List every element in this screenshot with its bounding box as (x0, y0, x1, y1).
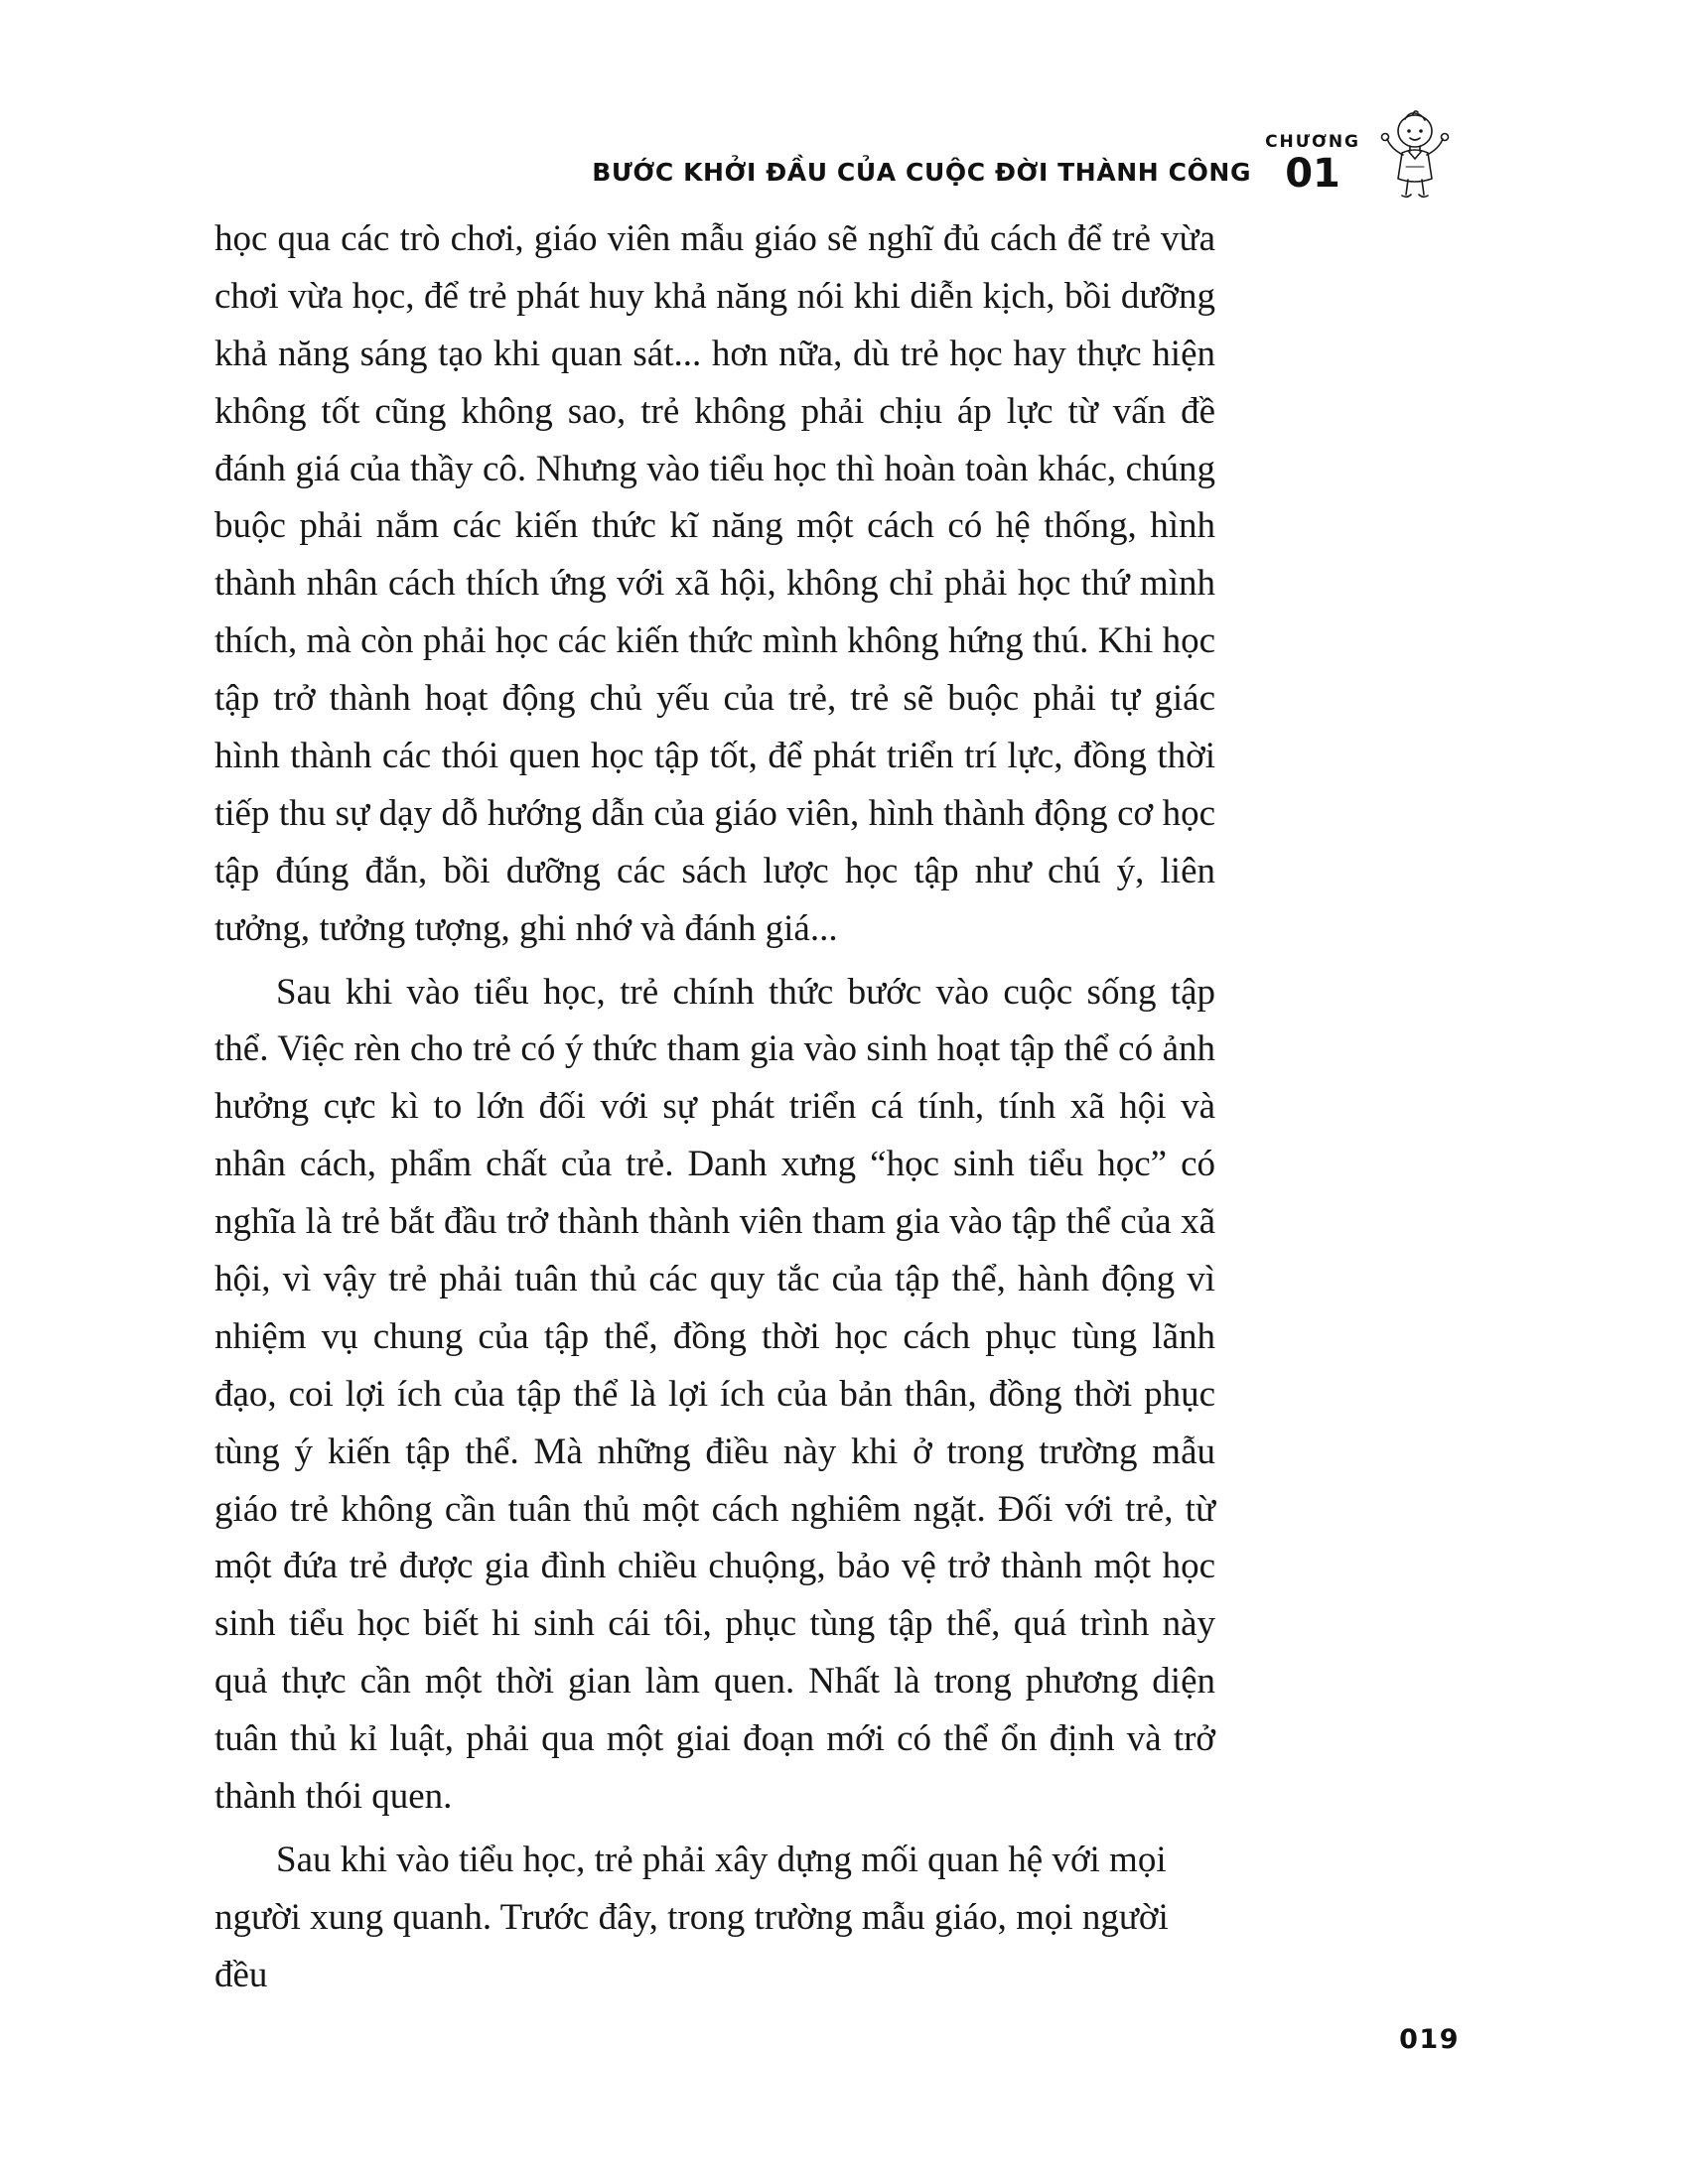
page-body (214, 210, 1215, 2004)
paragraph: Sau khi vào tiểu học, trẻ chính thức bước vào cuộc sống tập thể. Việc rèn cho trẻ có ý thức tham gia vào sinh hoạt tập thể có ảnh hưởng cực kì to lớn đối với sự phát triển cá tính, tính xã hội và nhân cách, phẩm chất của trẻ. Danh xưng “học sinh tiểu học” có nghĩa là trẻ bắt đầu trở thành thành viên tham gia vào tập thể của xã hội, vì vậy trẻ phải tuân thủ các quy tắc của tập thể, hành động vì nhiệm vụ chung của tập thể, đồng thời học cách phục tùng lãnh đạo, coi lợi ích của tập thể là lợi ích của bản thân, đồng thời phục tùng ý kiến tập thể. Mà những điều này khi ở trong trường mẫu giáo trẻ không cần tuân thủ một cách nghiêm ngặt. Đối với trẻ, từ một đứa trẻ được gia đình chiều chuộng, bảo vệ trở thành một học sinh tiểu học biết hi sinh cái tôi, phục tùng tập thể, quá trình này quả thực cần một thời gian làm quen. Nhất là trong phương diện tuân thủ kỉ luật, phải qua một giai đoạn mới có thể ổn định và trở thành thói quen. (214, 971, 1215, 1818)
chapter-word: CHƯƠNG (1265, 132, 1360, 152)
running-title: BƯỚC KHỞI ĐẦU CỦA CUỘC ĐỜI THÀNH CÔNG (592, 158, 1252, 187)
child-doodle-icon (1372, 107, 1458, 199)
page-number: 019 (1399, 2024, 1460, 2055)
paragraph: Sau khi vào tiểu học, trẻ phải xây dựng mối quan hệ với mọi người xung quanh. Trước đây, trong trường mẫu giáo, mọi người đều (214, 1839, 1169, 1995)
chapter-number: 01 (1285, 151, 1340, 197)
paragraph: học qua các trò chơi, giáo viên mẫu giáo sẽ nghĩ đủ cách để trẻ vừa chơi vừa học, để trẻ phát huy khả năng nói khi diễn kịch, bồi dưỡng khả năng sáng tạo khi quan sát... hơn nữa, dù trẻ học hay thực hiện không tốt cũng không sao, trẻ không phải chịu áp lực từ vấn đề đánh giá của thầy cô. Nhưng vào tiểu học thì hoàn toàn khác, chúng buộc phải nắm các kiến thức kĩ năng một cách có hệ thống, hình thành nhân cách thích ứng với xã hội, không chỉ phải học thứ mình thích, mà còn phải học các kiến thức mình không hứng thú. Khi học tập trở thành hoạt động chủ yếu của trẻ, trẻ sẽ buộc phải tự giác hình thành các thói quen học tập tốt, để phát triển trí lực, đồng thời tiếp thu sự dạy dỗ hướng dẫn của giáo viên, hình thành động cơ học tập đúng đắn, bồi dưỡng các sách lược học tập như chú ý, liên tưởng, tưởng tượng, ghi nhớ và đánh giá... (214, 218, 1215, 949)
chapter-marker (1265, 132, 1360, 197)
page-header (592, 107, 1458, 197)
